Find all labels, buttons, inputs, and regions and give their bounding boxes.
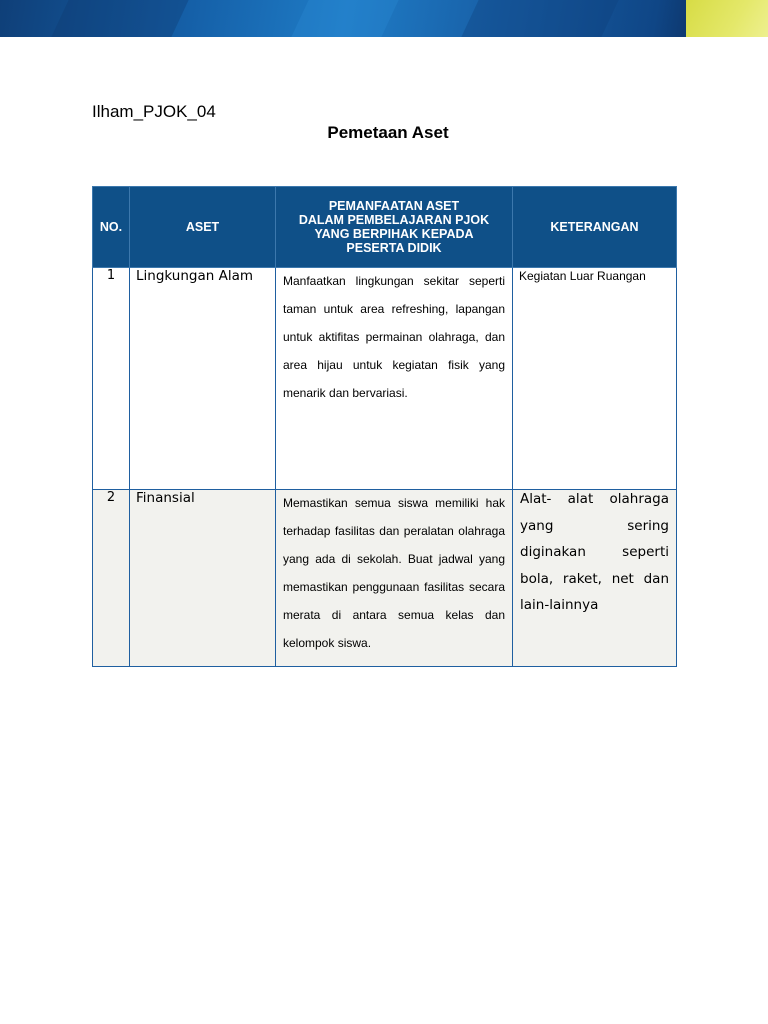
row-number: 2	[106, 490, 116, 505]
table-row	[93, 268, 677, 490]
banner-stripe	[51, 0, 188, 37]
banner-stripe	[461, 0, 618, 37]
page-title: Pemetaan Aset	[327, 123, 449, 142]
asset-note-text: Alat- alat olahraga yang sering diginakan seperti bola, raket, net dan lain-lainnya	[520, 491, 669, 613]
cell-keterangan	[513, 268, 677, 490]
asset-usage-text: Manfaatkan lingkungan sekitar seperti taman untuk area refreshing, lapangan untuk aktifitas permainan olahraga, dan area hijau untuk kegiatan fisik yang menarik dan bervariasi.	[283, 274, 505, 400]
header-no: NO.	[93, 187, 130, 268]
asset-usage-text: Memastikan semua siswa memiliki hak terhadap fasilitas dan peralatan olahraga yang ada di sekolah. Buat jadwal yang memastikan penggunaan fasilitas secara merata di antara semua kelas dan kelompok siswa.	[283, 496, 505, 650]
table-row	[93, 490, 677, 667]
cell-pemanfaatan	[276, 490, 513, 667]
asset-name: Finansial	[136, 490, 195, 506]
cell-aset	[130, 490, 276, 667]
asset-note-text: Kegiatan Luar Ruangan	[519, 269, 646, 283]
banner-stripe	[291, 0, 398, 37]
banner-accent	[686, 0, 768, 37]
cell-no	[93, 268, 130, 490]
header-pemanfaatan: PEMANFAATAN ASET DALAM PEMBELAJARAN PJOK YANG BERPIHAK KEPADA PESERTA DIDIK	[276, 187, 513, 268]
asset-mapping-table	[92, 186, 677, 667]
header-banner	[0, 0, 768, 37]
header-keterangan: KETERANGAN	[513, 187, 677, 268]
document-id: Ilham_PJOK_04	[92, 102, 216, 121]
cell-aset	[130, 268, 276, 490]
row-number: 1	[106, 268, 116, 283]
asset-name: Lingkungan Alam	[136, 268, 254, 284]
header-aset: ASET	[130, 187, 276, 268]
cell-pemanfaatan	[276, 268, 513, 490]
cell-keterangan	[513, 490, 677, 667]
table-header-row	[93, 187, 677, 268]
cell-no	[93, 490, 130, 667]
